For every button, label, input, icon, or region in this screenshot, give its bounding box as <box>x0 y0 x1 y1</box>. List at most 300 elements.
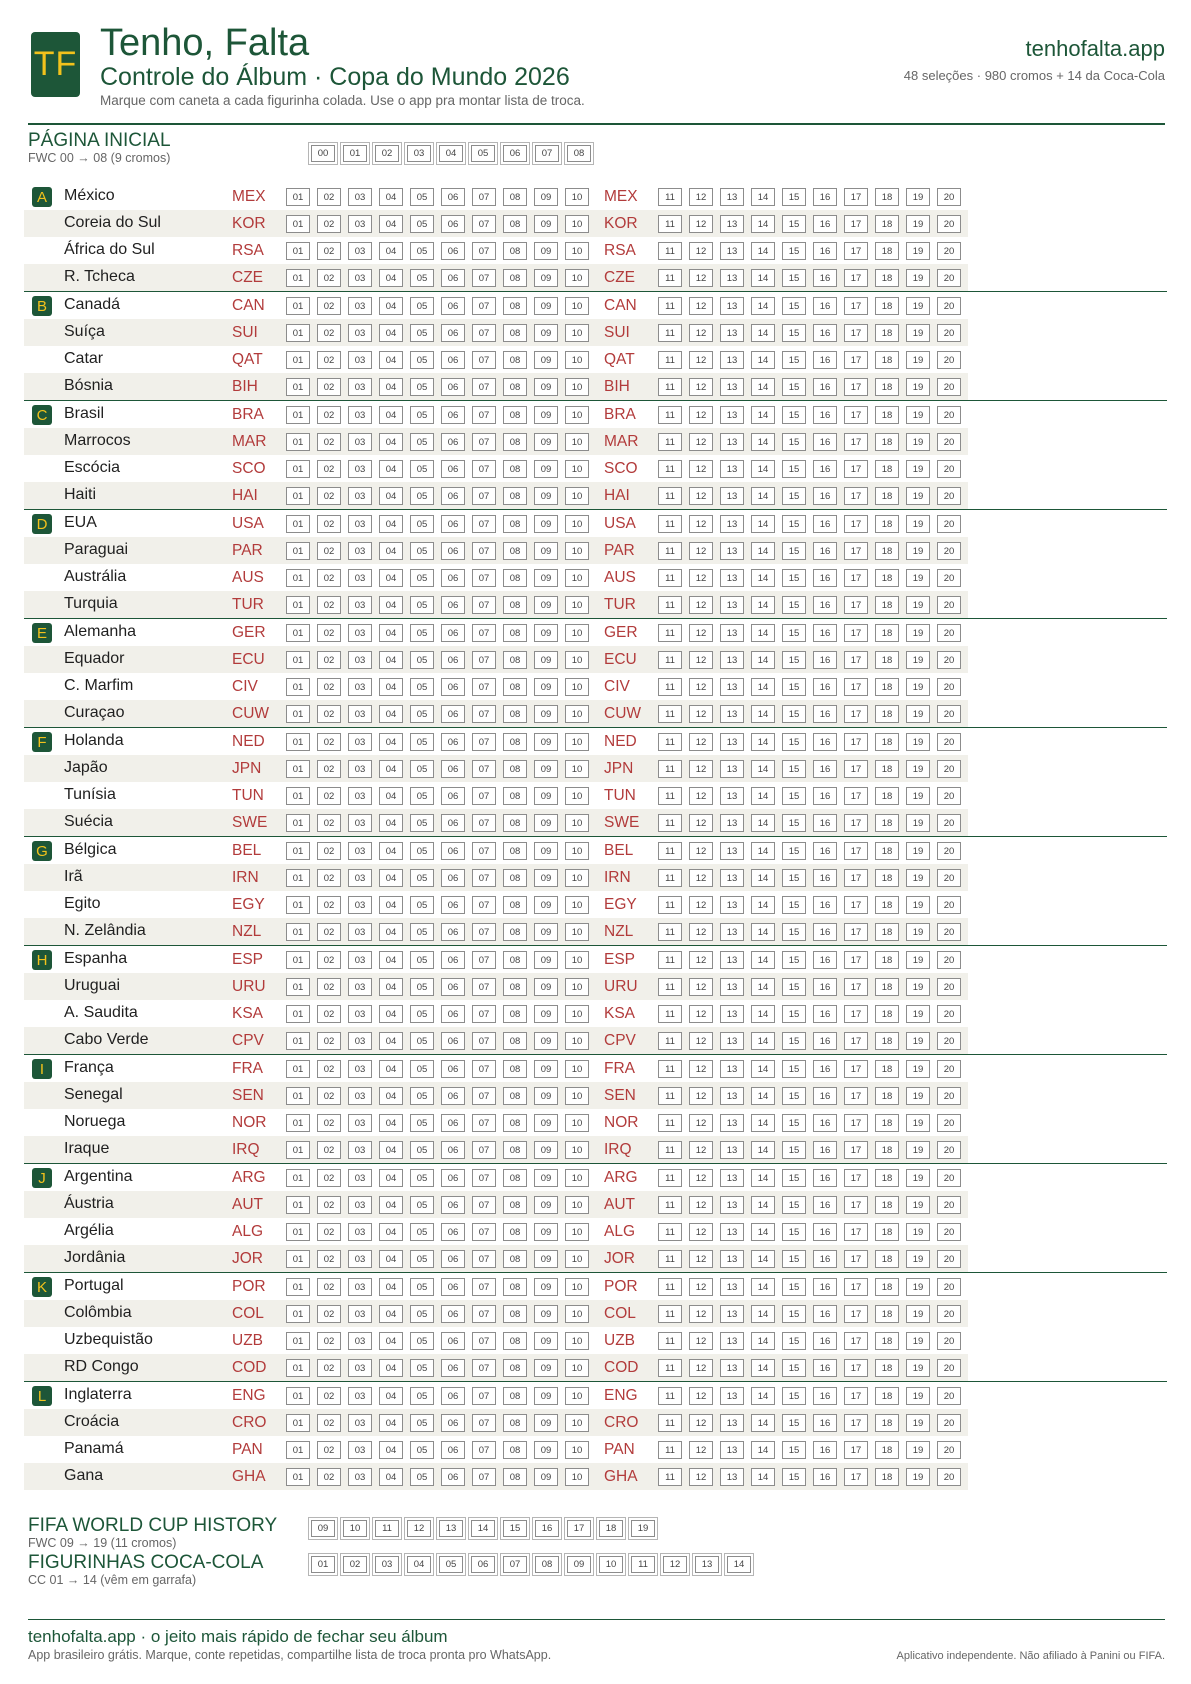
sticker-checkbox[interactable]: 13 <box>720 215 744 233</box>
sticker-checkbox[interactable]: 04 <box>379 487 403 505</box>
sticker-checkbox[interactable]: 02 <box>317 1250 341 1268</box>
sticker-checkbox[interactable]: 17 <box>844 1169 868 1187</box>
sticker-checkbox[interactable]: 06 <box>441 1087 465 1105</box>
sticker-checkbox[interactable]: 08 <box>503 978 527 996</box>
sticker-checkbox[interactable]: 20 <box>937 1060 961 1078</box>
sticker-checkbox[interactable]: 16 <box>813 896 837 914</box>
sticker-checkbox[interactable]: 02 <box>317 814 341 832</box>
sticker-checkbox[interactable]: 01 <box>286 1278 310 1296</box>
sticker-checkbox[interactable]: 07 <box>472 1032 496 1050</box>
sticker-checkbox[interactable]: 08 <box>503 651 527 669</box>
sticker-checkbox[interactable]: 12 <box>689 787 713 805</box>
sticker-checkbox[interactable]: 01 <box>286 787 310 805</box>
sticker-checkbox[interactable]: 01 <box>286 406 310 424</box>
sticker-checkbox[interactable]: 04 <box>379 324 403 342</box>
sticker-checkbox[interactable]: 16 <box>813 1305 837 1323</box>
sticker-checkbox[interactable]: 06 <box>441 842 465 860</box>
sticker-checkbox[interactable]: 12 <box>689 1223 713 1241</box>
sticker-checkbox[interactable]: 08 <box>503 1087 527 1105</box>
sticker-checkbox[interactable]: 19 <box>906 624 930 642</box>
sticker-checkbox[interactable]: 09 <box>534 215 558 233</box>
sticker-checkbox[interactable]: 15 <box>782 1332 806 1350</box>
sticker-checkbox[interactable]: 13 <box>720 378 744 396</box>
sticker-checkbox[interactable]: 19 <box>906 596 930 614</box>
sticker-checkbox[interactable]: 17 <box>844 596 868 614</box>
sticker-checkbox[interactable]: 06 <box>441 324 465 342</box>
sticker-checkbox[interactable]: 20 <box>937 1032 961 1050</box>
sticker-checkbox[interactable]: 10 <box>565 678 589 696</box>
sticker-checkbox[interactable]: 17 <box>844 351 868 369</box>
sticker-checkbox[interactable]: 02 <box>317 1005 341 1023</box>
sticker-checkbox[interactable]: 14 <box>751 1359 775 1377</box>
sticker-checkbox[interactable]: 06 <box>441 596 465 614</box>
sticker-checkbox[interactable]: 05 <box>410 569 434 587</box>
sticker-checkbox[interactable]: 15 <box>782 487 806 505</box>
sticker-checkbox[interactable]: 04 <box>379 188 403 206</box>
sticker-checkbox[interactable]: 12 <box>689 542 713 560</box>
sticker-checkbox[interactable]: 05 <box>410 651 434 669</box>
sticker-checkbox[interactable]: 20 <box>937 1305 961 1323</box>
sticker-checkbox[interactable]: 01 <box>286 1332 310 1350</box>
sticker-checkbox[interactable]: 05 <box>410 1169 434 1187</box>
sticker-checkbox[interactable]: 19 <box>906 842 930 860</box>
sticker-checkbox[interactable]: 02 <box>317 1141 341 1159</box>
sticker-checkbox[interactable]: 18 <box>875 951 899 969</box>
sticker-checkbox[interactable]: 14 <box>751 324 775 342</box>
sticker-checkbox[interactable]: 11 <box>658 1114 682 1132</box>
sticker-checkbox[interactable]: 03 <box>348 1196 372 1214</box>
sticker-checkbox[interactable]: 13 <box>720 242 744 260</box>
sticker-checkbox[interactable]: 05 <box>410 923 434 941</box>
sticker-checkbox[interactable]: 03 <box>348 923 372 941</box>
sticker-checkbox[interactable]: 10 <box>565 297 589 315</box>
sticker-checkbox[interactable]: 20 <box>937 515 961 533</box>
sticker-checkbox[interactable]: 12 <box>689 1441 713 1459</box>
sticker-checkbox[interactable]: 07 <box>472 705 496 723</box>
sticker-checkbox[interactable]: 16 <box>813 624 837 642</box>
sticker-checkbox[interactable]: 15 <box>782 814 806 832</box>
sticker-checkbox[interactable]: 10 <box>565 1332 589 1350</box>
sticker-checkbox[interactable]: 09 <box>534 1441 558 1459</box>
sticker-checkbox[interactable]: 02 <box>317 569 341 587</box>
sticker-checkbox[interactable]: 15 <box>782 242 806 260</box>
sticker-checkbox[interactable]: 11 <box>658 406 682 424</box>
sticker-checkbox[interactable]: 20 <box>937 869 961 887</box>
sticker-checkbox[interactable]: 19 <box>906 814 930 832</box>
sticker-checkbox[interactable]: 11 <box>658 460 682 478</box>
sticker-checkbox[interactable]: 10 <box>565 324 589 342</box>
sticker-checkbox[interactable]: 04 <box>379 1332 403 1350</box>
sticker-checkbox[interactable]: 12 <box>689 596 713 614</box>
sticker-checkbox[interactable]: 13 <box>720 978 744 996</box>
sticker-checkbox[interactable]: 03 <box>348 624 372 642</box>
sticker-checkbox[interactable]: 01 <box>286 651 310 669</box>
sticker-checkbox[interactable]: 19 <box>906 1196 930 1214</box>
sticker-checkbox[interactable]: 11 <box>658 678 682 696</box>
sticker-checkbox[interactable]: 16 <box>813 705 837 723</box>
sticker-checkbox[interactable]: 19 <box>906 1359 930 1377</box>
sticker-checkbox[interactable]: 07 <box>472 1060 496 1078</box>
sticker-checkbox[interactable]: 03 <box>348 1223 372 1241</box>
sticker-checkbox[interactable]: 07 <box>503 1556 527 1573</box>
sticker-checkbox[interactable]: 03 <box>348 978 372 996</box>
sticker-checkbox[interactable]: 03 <box>348 351 372 369</box>
sticker-checkbox[interactable]: 14 <box>751 1060 775 1078</box>
sticker-checkbox[interactable]: 03 <box>348 760 372 778</box>
sticker-checkbox[interactable]: 03 <box>348 1387 372 1405</box>
sticker-checkbox[interactable]: 11 <box>658 351 682 369</box>
sticker-checkbox[interactable]: 01 <box>286 188 310 206</box>
sticker-checkbox[interactable]: 07 <box>472 1223 496 1241</box>
sticker-checkbox[interactable]: 20 <box>937 814 961 832</box>
sticker-checkbox[interactable]: 05 <box>410 1005 434 1023</box>
sticker-checkbox[interactable]: 16 <box>813 1441 837 1459</box>
sticker-checkbox[interactable]: 14 <box>751 842 775 860</box>
sticker-checkbox[interactable]: 01 <box>286 1141 310 1159</box>
sticker-checkbox[interactable]: 14 <box>751 406 775 424</box>
sticker-checkbox[interactable]: 19 <box>906 1005 930 1023</box>
sticker-checkbox[interactable]: 10 <box>565 1305 589 1323</box>
sticker-checkbox[interactable]: 02 <box>317 978 341 996</box>
sticker-checkbox[interactable]: 15 <box>782 1250 806 1268</box>
sticker-checkbox[interactable]: 14 <box>751 460 775 478</box>
sticker-checkbox[interactable]: 05 <box>410 842 434 860</box>
sticker-checkbox[interactable]: 20 <box>937 1278 961 1296</box>
sticker-checkbox[interactable]: 15 <box>782 1087 806 1105</box>
sticker-checkbox[interactable]: 14 <box>751 1387 775 1405</box>
sticker-checkbox[interactable]: 08 <box>503 1250 527 1268</box>
sticker-checkbox[interactable]: 04 <box>379 1032 403 1050</box>
sticker-checkbox[interactable]: 11 <box>658 242 682 260</box>
sticker-checkbox[interactable]: 16 <box>813 787 837 805</box>
sticker-checkbox[interactable]: 06 <box>441 1114 465 1132</box>
sticker-checkbox[interactable]: 19 <box>906 1032 930 1050</box>
sticker-checkbox[interactable]: 07 <box>472 1359 496 1377</box>
sticker-checkbox[interactable]: 03 <box>348 515 372 533</box>
sticker-checkbox[interactable]: 16 <box>813 378 837 396</box>
sticker-checkbox[interactable]: 19 <box>906 487 930 505</box>
sticker-checkbox[interactable]: 17 <box>844 406 868 424</box>
sticker-checkbox[interactable]: 04 <box>379 1468 403 1486</box>
sticker-checkbox[interactable]: 04 <box>379 569 403 587</box>
sticker-checkbox[interactable]: 19 <box>906 1060 930 1078</box>
sticker-checkbox[interactable]: 07 <box>472 1387 496 1405</box>
sticker-checkbox[interactable]: 10 <box>565 1359 589 1377</box>
sticker-checkbox[interactable]: 20 <box>937 569 961 587</box>
sticker-checkbox[interactable]: 14 <box>751 569 775 587</box>
sticker-checkbox[interactable]: 01 <box>286 297 310 315</box>
sticker-checkbox[interactable]: 12 <box>689 1278 713 1296</box>
sticker-checkbox[interactable]: 12 <box>407 1520 431 1537</box>
sticker-checkbox[interactable]: 15 <box>782 324 806 342</box>
sticker-checkbox[interactable]: 05 <box>439 1556 463 1573</box>
sticker-checkbox[interactable]: 18 <box>875 1305 899 1323</box>
sticker-checkbox[interactable]: 12 <box>689 215 713 233</box>
sticker-checkbox[interactable]: 11 <box>658 869 682 887</box>
sticker-checkbox[interactable]: 14 <box>751 869 775 887</box>
sticker-checkbox[interactable]: 02 <box>317 433 341 451</box>
sticker-checkbox[interactable]: 15 <box>782 1032 806 1050</box>
sticker-checkbox[interactable]: 15 <box>782 678 806 696</box>
sticker-checkbox[interactable]: 14 <box>751 269 775 287</box>
sticker-checkbox[interactable]: 08 <box>503 1114 527 1132</box>
sticker-checkbox[interactable]: 04 <box>379 760 403 778</box>
sticker-checkbox[interactable]: 18 <box>875 760 899 778</box>
sticker-checkbox[interactable]: 14 <box>751 1250 775 1268</box>
sticker-checkbox[interactable]: 18 <box>875 215 899 233</box>
sticker-checkbox[interactable]: 05 <box>410 324 434 342</box>
sticker-checkbox[interactable]: 16 <box>813 814 837 832</box>
sticker-checkbox[interactable]: 15 <box>782 787 806 805</box>
sticker-checkbox[interactable]: 06 <box>441 896 465 914</box>
sticker-checkbox[interactable]: 05 <box>410 351 434 369</box>
sticker-checkbox[interactable]: 03 <box>348 951 372 969</box>
sticker-checkbox[interactable]: 02 <box>317 842 341 860</box>
sticker-checkbox[interactable]: 06 <box>441 678 465 696</box>
sticker-checkbox[interactable]: 18 <box>875 1441 899 1459</box>
sticker-checkbox[interactable]: 11 <box>658 324 682 342</box>
sticker-checkbox[interactable]: 15 <box>503 1520 527 1537</box>
sticker-checkbox[interactable]: 06 <box>441 624 465 642</box>
sticker-checkbox[interactable]: 05 <box>410 787 434 805</box>
sticker-checkbox[interactable]: 12 <box>689 1032 713 1050</box>
sticker-checkbox[interactable]: 16 <box>813 487 837 505</box>
sticker-checkbox[interactable]: 02 <box>317 351 341 369</box>
sticker-checkbox[interactable]: 18 <box>875 242 899 260</box>
sticker-checkbox[interactable]: 11 <box>658 1005 682 1023</box>
sticker-checkbox[interactable]: 19 <box>906 896 930 914</box>
sticker-checkbox[interactable]: 06 <box>441 1141 465 1159</box>
sticker-checkbox[interactable]: 17 <box>844 705 868 723</box>
sticker-checkbox[interactable]: 16 <box>813 678 837 696</box>
sticker-checkbox[interactable]: 20 <box>937 705 961 723</box>
sticker-checkbox[interactable]: 19 <box>906 869 930 887</box>
sticker-checkbox[interactable]: 09 <box>534 515 558 533</box>
sticker-checkbox[interactable]: 16 <box>813 842 837 860</box>
sticker-checkbox[interactable]: 13 <box>720 624 744 642</box>
sticker-checkbox[interactable]: 15 <box>782 215 806 233</box>
sticker-checkbox[interactable]: 14 <box>751 1032 775 1050</box>
sticker-checkbox[interactable]: 06 <box>441 1196 465 1214</box>
sticker-checkbox[interactable]: 08 <box>503 678 527 696</box>
sticker-checkbox[interactable]: 04 <box>379 351 403 369</box>
sticker-checkbox[interactable]: 10 <box>565 1032 589 1050</box>
sticker-checkbox[interactable]: 12 <box>689 1141 713 1159</box>
sticker-checkbox[interactable]: 18 <box>875 1114 899 1132</box>
sticker-checkbox[interactable]: 13 <box>720 1468 744 1486</box>
sticker-checkbox[interactable]: 20 <box>937 787 961 805</box>
sticker-checkbox[interactable]: 05 <box>410 515 434 533</box>
sticker-checkbox[interactable]: 13 <box>720 433 744 451</box>
sticker-checkbox[interactable]: 20 <box>937 951 961 969</box>
sticker-checkbox[interactable]: 12 <box>689 460 713 478</box>
sticker-checkbox[interactable]: 06 <box>441 1468 465 1486</box>
sticker-checkbox[interactable]: 10 <box>565 1250 589 1268</box>
sticker-checkbox[interactable]: 16 <box>813 1169 837 1187</box>
sticker-checkbox[interactable]: 14 <box>751 1305 775 1323</box>
sticker-checkbox[interactable]: 03 <box>348 487 372 505</box>
sticker-checkbox[interactable]: 12 <box>689 678 713 696</box>
sticker-checkbox[interactable]: 18 <box>875 1278 899 1296</box>
sticker-checkbox[interactable]: 04 <box>379 1414 403 1432</box>
sticker-checkbox[interactable]: 01 <box>286 460 310 478</box>
sticker-checkbox[interactable]: 18 <box>875 1196 899 1214</box>
sticker-checkbox[interactable]: 02 <box>317 1032 341 1050</box>
sticker-checkbox[interactable]: 19 <box>906 1332 930 1350</box>
sticker-checkbox[interactable]: 08 <box>503 923 527 941</box>
sticker-checkbox[interactable]: 01 <box>286 869 310 887</box>
sticker-checkbox[interactable]: 07 <box>472 678 496 696</box>
sticker-checkbox[interactable]: 04 <box>379 378 403 396</box>
sticker-checkbox[interactable]: 08 <box>503 842 527 860</box>
sticker-checkbox[interactable]: 18 <box>875 569 899 587</box>
sticker-checkbox[interactable]: 02 <box>317 378 341 396</box>
sticker-checkbox[interactable]: 06 <box>441 733 465 751</box>
sticker-checkbox[interactable]: 19 <box>906 215 930 233</box>
sticker-checkbox[interactable]: 19 <box>906 378 930 396</box>
sticker-checkbox[interactable]: 20 <box>937 1114 961 1132</box>
sticker-checkbox[interactable]: 14 <box>751 188 775 206</box>
sticker-checkbox[interactable]: 17 <box>844 787 868 805</box>
sticker-checkbox[interactable]: 07 <box>472 215 496 233</box>
sticker-checkbox[interactable]: 18 <box>875 1250 899 1268</box>
sticker-checkbox[interactable]: 13 <box>720 1005 744 1023</box>
sticker-checkbox[interactable]: 20 <box>937 1441 961 1459</box>
sticker-checkbox[interactable]: 18 <box>875 269 899 287</box>
sticker-checkbox[interactable]: 20 <box>937 624 961 642</box>
sticker-checkbox[interactable]: 08 <box>503 869 527 887</box>
sticker-checkbox[interactable]: 14 <box>751 487 775 505</box>
sticker-checkbox[interactable]: 05 <box>410 733 434 751</box>
sticker-checkbox[interactable]: 11 <box>658 297 682 315</box>
sticker-checkbox[interactable]: 09 <box>534 1332 558 1350</box>
sticker-checkbox[interactable]: 02 <box>317 705 341 723</box>
sticker-checkbox[interactable]: 11 <box>658 1169 682 1187</box>
sticker-checkbox[interactable]: 19 <box>906 188 930 206</box>
sticker-checkbox[interactable]: 02 <box>317 1087 341 1105</box>
sticker-checkbox[interactable]: 18 <box>875 542 899 560</box>
sticker-checkbox[interactable]: 17 <box>844 978 868 996</box>
site-link[interactable]: tenhofalta.app <box>1025 36 1165 61</box>
sticker-checkbox[interactable]: 08 <box>503 542 527 560</box>
sticker-checkbox[interactable]: 06 <box>441 542 465 560</box>
sticker-checkbox[interactable]: 11 <box>658 951 682 969</box>
sticker-checkbox[interactable]: 14 <box>751 596 775 614</box>
sticker-checkbox[interactable]: 19 <box>906 705 930 723</box>
sticker-checkbox[interactable]: 01 <box>286 842 310 860</box>
sticker-checkbox[interactable]: 08 <box>503 351 527 369</box>
sticker-checkbox[interactable]: 13 <box>720 896 744 914</box>
sticker-checkbox[interactable]: 13 <box>720 1305 744 1323</box>
sticker-checkbox[interactable]: 14 <box>751 1169 775 1187</box>
sticker-checkbox[interactable]: 12 <box>689 188 713 206</box>
sticker-checkbox[interactable]: 03 <box>348 1169 372 1187</box>
sticker-checkbox[interactable]: 03 <box>348 1414 372 1432</box>
sticker-checkbox[interactable]: 15 <box>782 188 806 206</box>
sticker-checkbox[interactable]: 11 <box>658 896 682 914</box>
sticker-checkbox[interactable]: 02 <box>317 1278 341 1296</box>
sticker-checkbox[interactable]: 20 <box>937 433 961 451</box>
sticker-checkbox[interactable]: 02 <box>317 896 341 914</box>
sticker-checkbox[interactable]: 14 <box>751 978 775 996</box>
sticker-checkbox[interactable]: 08 <box>503 433 527 451</box>
sticker-checkbox[interactable]: 18 <box>875 515 899 533</box>
sticker-checkbox[interactable]: 02 <box>317 515 341 533</box>
sticker-checkbox[interactable]: 13 <box>695 1556 719 1573</box>
sticker-checkbox[interactable]: 14 <box>751 733 775 751</box>
sticker-checkbox[interactable]: 03 <box>348 1305 372 1323</box>
sticker-checkbox[interactable]: 13 <box>720 733 744 751</box>
sticker-checkbox[interactable]: 13 <box>720 351 744 369</box>
sticker-checkbox[interactable]: 17 <box>844 678 868 696</box>
sticker-checkbox[interactable]: 01 <box>286 487 310 505</box>
sticker-checkbox[interactable]: 08 <box>503 1278 527 1296</box>
sticker-checkbox[interactable]: 09 <box>534 1468 558 1486</box>
sticker-checkbox[interactable]: 02 <box>317 269 341 287</box>
sticker-checkbox[interactable]: 18 <box>875 1332 899 1350</box>
sticker-checkbox[interactable]: 07 <box>472 569 496 587</box>
sticker-checkbox[interactable]: 13 <box>720 1114 744 1132</box>
sticker-checkbox[interactable]: 19 <box>906 1114 930 1132</box>
sticker-checkbox[interactable]: 05 <box>410 378 434 396</box>
sticker-checkbox[interactable]: 12 <box>689 760 713 778</box>
sticker-checkbox[interactable]: 08 <box>503 1332 527 1350</box>
sticker-checkbox[interactable]: 05 <box>410 1441 434 1459</box>
sticker-checkbox[interactable]: 10 <box>565 1414 589 1432</box>
sticker-checkbox[interactable]: 10 <box>565 787 589 805</box>
sticker-checkbox[interactable]: 14 <box>751 378 775 396</box>
sticker-checkbox[interactable]: 13 <box>720 678 744 696</box>
sticker-checkbox[interactable]: 17 <box>844 487 868 505</box>
sticker-checkbox[interactable]: 18 <box>875 324 899 342</box>
sticker-checkbox[interactable]: 20 <box>937 896 961 914</box>
sticker-checkbox[interactable]: 08 <box>503 1196 527 1214</box>
sticker-checkbox[interactable]: 04 <box>379 787 403 805</box>
sticker-checkbox[interactable]: 15 <box>782 896 806 914</box>
sticker-checkbox[interactable]: 02 <box>317 215 341 233</box>
sticker-checkbox[interactable]: 16 <box>813 1387 837 1405</box>
sticker-checkbox[interactable]: 01 <box>286 705 310 723</box>
sticker-checkbox[interactable]: 06 <box>441 787 465 805</box>
sticker-checkbox[interactable]: 10 <box>565 978 589 996</box>
sticker-checkbox[interactable]: 02 <box>317 1223 341 1241</box>
sticker-checkbox[interactable]: 03 <box>348 1141 372 1159</box>
sticker-checkbox[interactable]: 06 <box>503 145 527 162</box>
sticker-checkbox[interactable]: 15 <box>782 760 806 778</box>
sticker-checkbox[interactable]: 07 <box>472 1305 496 1323</box>
sticker-checkbox[interactable]: 18 <box>875 351 899 369</box>
sticker-checkbox[interactable]: 06 <box>441 1332 465 1350</box>
sticker-checkbox[interactable]: 09 <box>534 896 558 914</box>
sticker-checkbox[interactable]: 04 <box>379 1359 403 1377</box>
sticker-checkbox[interactable]: 06 <box>441 869 465 887</box>
sticker-checkbox[interactable]: 03 <box>348 460 372 478</box>
sticker-checkbox[interactable]: 11 <box>658 378 682 396</box>
sticker-checkbox[interactable]: 12 <box>689 324 713 342</box>
sticker-checkbox[interactable]: 06 <box>441 951 465 969</box>
sticker-checkbox[interactable]: 09 <box>534 733 558 751</box>
sticker-checkbox[interactable]: 10 <box>565 1087 589 1105</box>
sticker-checkbox[interactable]: 16 <box>813 733 837 751</box>
sticker-checkbox[interactable]: 01 <box>286 951 310 969</box>
sticker-checkbox[interactable]: 15 <box>782 1060 806 1078</box>
sticker-checkbox[interactable]: 08 <box>503 487 527 505</box>
sticker-checkbox[interactable]: 16 <box>813 1032 837 1050</box>
sticker-checkbox[interactable]: 17 <box>844 1114 868 1132</box>
sticker-checkbox[interactable]: 05 <box>410 624 434 642</box>
sticker-checkbox[interactable]: 17 <box>844 1359 868 1377</box>
sticker-checkbox[interactable]: 06 <box>441 569 465 587</box>
